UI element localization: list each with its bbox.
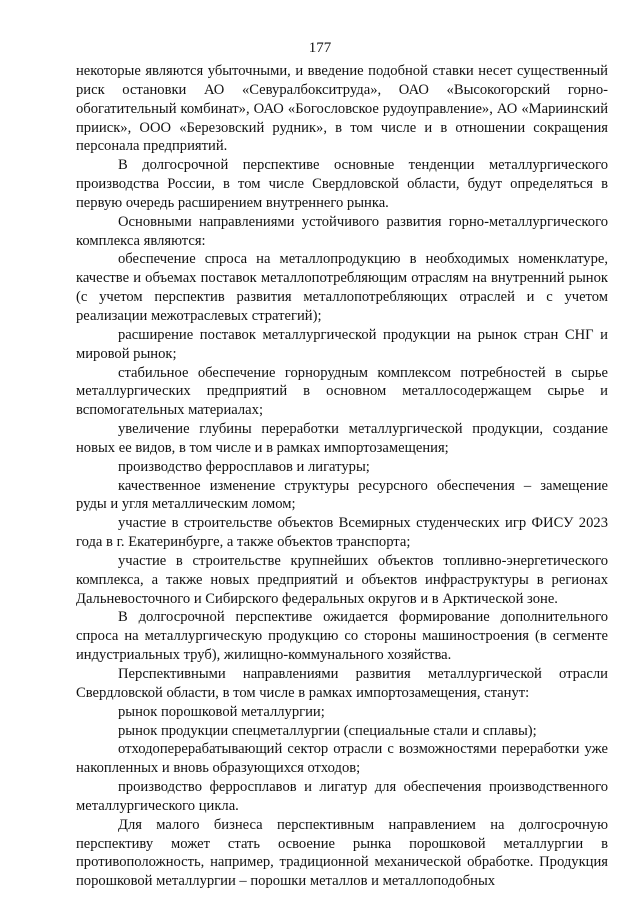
page-number: 177 [308, 40, 332, 56]
list-item: рынок порошковой металлургии; [118, 703, 325, 720]
list-item: качественное изменение структуры ресурсного обеспечения – замещение руды и угля металлическим ломом; [76, 477, 608, 513]
page-body [76, 62, 608, 891]
list-item: участие в строительстве крупнейших объектов топливно-энергетического комплекса, а также новых предприятий и объектов инфраструктуры в регионах Дальневосточного и Сибирского федеральных округов и в Арктической зоне. [76, 552, 608, 607]
list-item: расширение поставок металлургической продукции на рынок стран СНГ и мировой рынок; [76, 326, 608, 362]
paragraph: некоторые являются убыточными, и введение подобной ставки несет существенный риск остановки АО «Севуралбокситруда», ОАО «Высокогорский горно-обогатительный комбинат», ОАО «Богословское рудоуправление», АО «Мариинский прииск», ООО «Березовский рудник», в том числе и в отношении сокращения персонала предприятий. [76, 63, 608, 155]
paragraph: В долгосрочной перспективе основные тенденции металлургического производства России, в том числе Свердловской области, будут определяться в первую очередь расширением внутреннего рынка. [76, 157, 608, 211]
paragraph: Основными направлениями устойчивого развития горно-металлургического комплекса являются: [76, 213, 608, 249]
list-item: участие в строительстве объектов Всемирных студенческих игр ФИСУ 2023 года в г. Екатеринбурге, а также объектов транспорта; [76, 515, 608, 551]
paragraph: В долгосрочной перспективе ожидается формирование дополнительного спроса на металлургическую продукцию со стороны машиностроения (в сегменте индустриальных труб), жилищно-коммунального хозяйства. [76, 609, 608, 664]
list-item: обеспечение спроса на металлопродукцию в необходимых номенклатуре, качестве и объемах поставок металлопотребляющим отраслям на внутренний рынок (с учетом перспектив развития металлопотребляющих отраслей и с учетом реализации межотраслевых стратегий); [76, 251, 608, 324]
list-item: производство ферросплавов и лигатуры; [118, 458, 370, 475]
list-item: стабильное обеспечение горнорудным комплексом потребностей в сырье металлургических предприятий в основном металлосодержащем сырье и вспомогательных материалах; [76, 364, 608, 419]
paragraph: Для малого бизнеса перспективным направлением на долгосрочную перспективу может стать освоение рынка порошковой металлургии в противоположность, например, традиционной механической обработке. Продукция порошковой металлургии – порошки металлов и металлоподобных [76, 816, 608, 890]
list-item: отходоперерабатывающий сектор отрасли с возможностями переработки уже накопленных и вновь образующихся отходов; [76, 741, 608, 777]
list-item: рынок продукции спецметаллургии (специальные стали и сплавы); [118, 722, 537, 739]
list-item: производство ферросплавов и лигатур для обеспечения производственного металлургического цикла. [76, 779, 608, 814]
paragraph: Перспективными направлениями развития металлургической отрасли Свердловской области, в том числе в рамках импортозамещения, станут: [76, 666, 608, 701]
list-item: увеличение глубины переработки металлургической продукции, создание новых ее видов, в том числе и в рамках импортозамещения; [76, 421, 608, 456]
